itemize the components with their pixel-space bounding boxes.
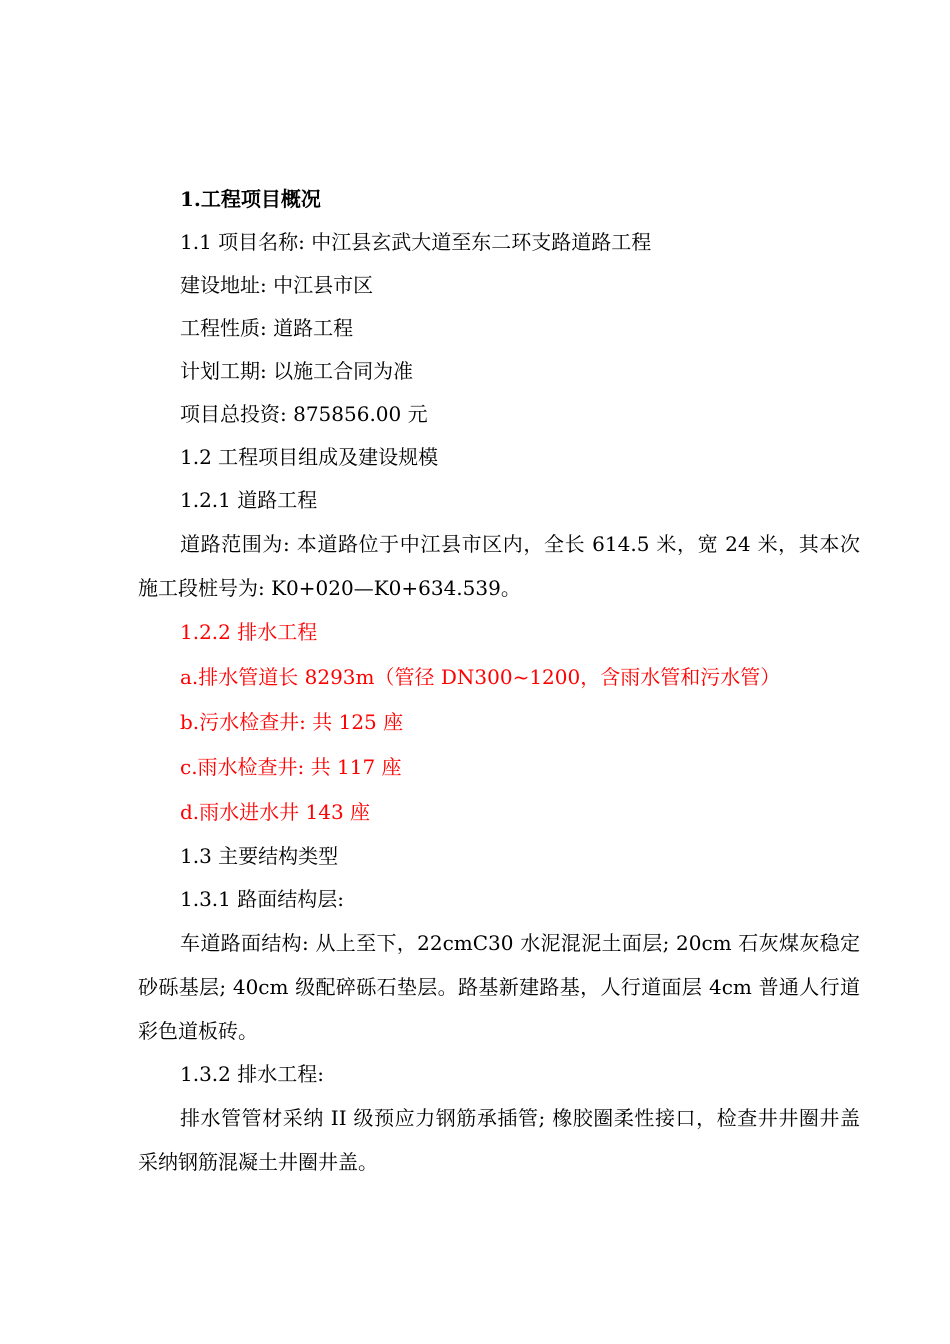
drainage-item-a: a.排水管道长 8293m（管径 DN300~1200，含雨水管和污水管） — [180, 665, 781, 689]
pavement-structure-paragraph: 车道路面结构: 从上至下，22cmC30 水泥混泥土面层; 20cm 石灰煤灰稳定砂砾基层; 40cm 级配碎砾石垫层。路基新建路基，人行道面层 4cm 普通人行道彩色道板砖。 — [138, 931, 860, 1043]
subsection-1-3-1: 1.3.1 路面结构层: — [180, 887, 344, 911]
subsection-1-2: 1.2 工程项目组成及建设规模 — [180, 445, 439, 469]
drainage-item-b: b.污水检查井: 共 125 座 — [180, 710, 404, 734]
road-range-paragraph: 道路范围为: 本道路位于中江县市区内，全长 614.5 米，宽 24 米，其本次施工段桩号为: K0+020—K0+634.539。 — [138, 532, 860, 600]
subsection-1-2-1: 1.2.1 道路工程 — [180, 488, 318, 512]
drainage-material-paragraph: 排水管管材采纳 II 级预应力钢筋承插管; 橡胶圈柔性接口，检查井井圈井盖采纳钢筋混凝土井圈井盖。 — [138, 1106, 860, 1174]
subsection-1-3: 1.3 主要结构类型 — [180, 844, 339, 868]
planned-period: 计划工期: 以施工合同为准 — [180, 359, 414, 383]
section-title: 1.工程项目概况 — [180, 187, 321, 211]
project-nature: 工程性质: 道路工程 — [180, 316, 354, 340]
subsection-1-2-2: 1.2.2 排水工程 — [180, 620, 318, 644]
construction-address: 建设地址: 中江县市区 — [180, 273, 374, 297]
drainage-item-d: d.雨水进水井 143 座 — [180, 800, 371, 824]
subsection-1-3-2: 1.3.2 排水工程: — [180, 1062, 324, 1086]
project-name: 1.1 项目名称: 中江县玄武大道至东二环支路道路工程 — [180, 230, 652, 254]
total-investment: 项目总投资: 875856.00 元 — [180, 402, 428, 426]
document-body — [138, 178, 860, 1184]
drainage-item-c: c.雨水检查井: 共 117 座 — [180, 755, 402, 779]
